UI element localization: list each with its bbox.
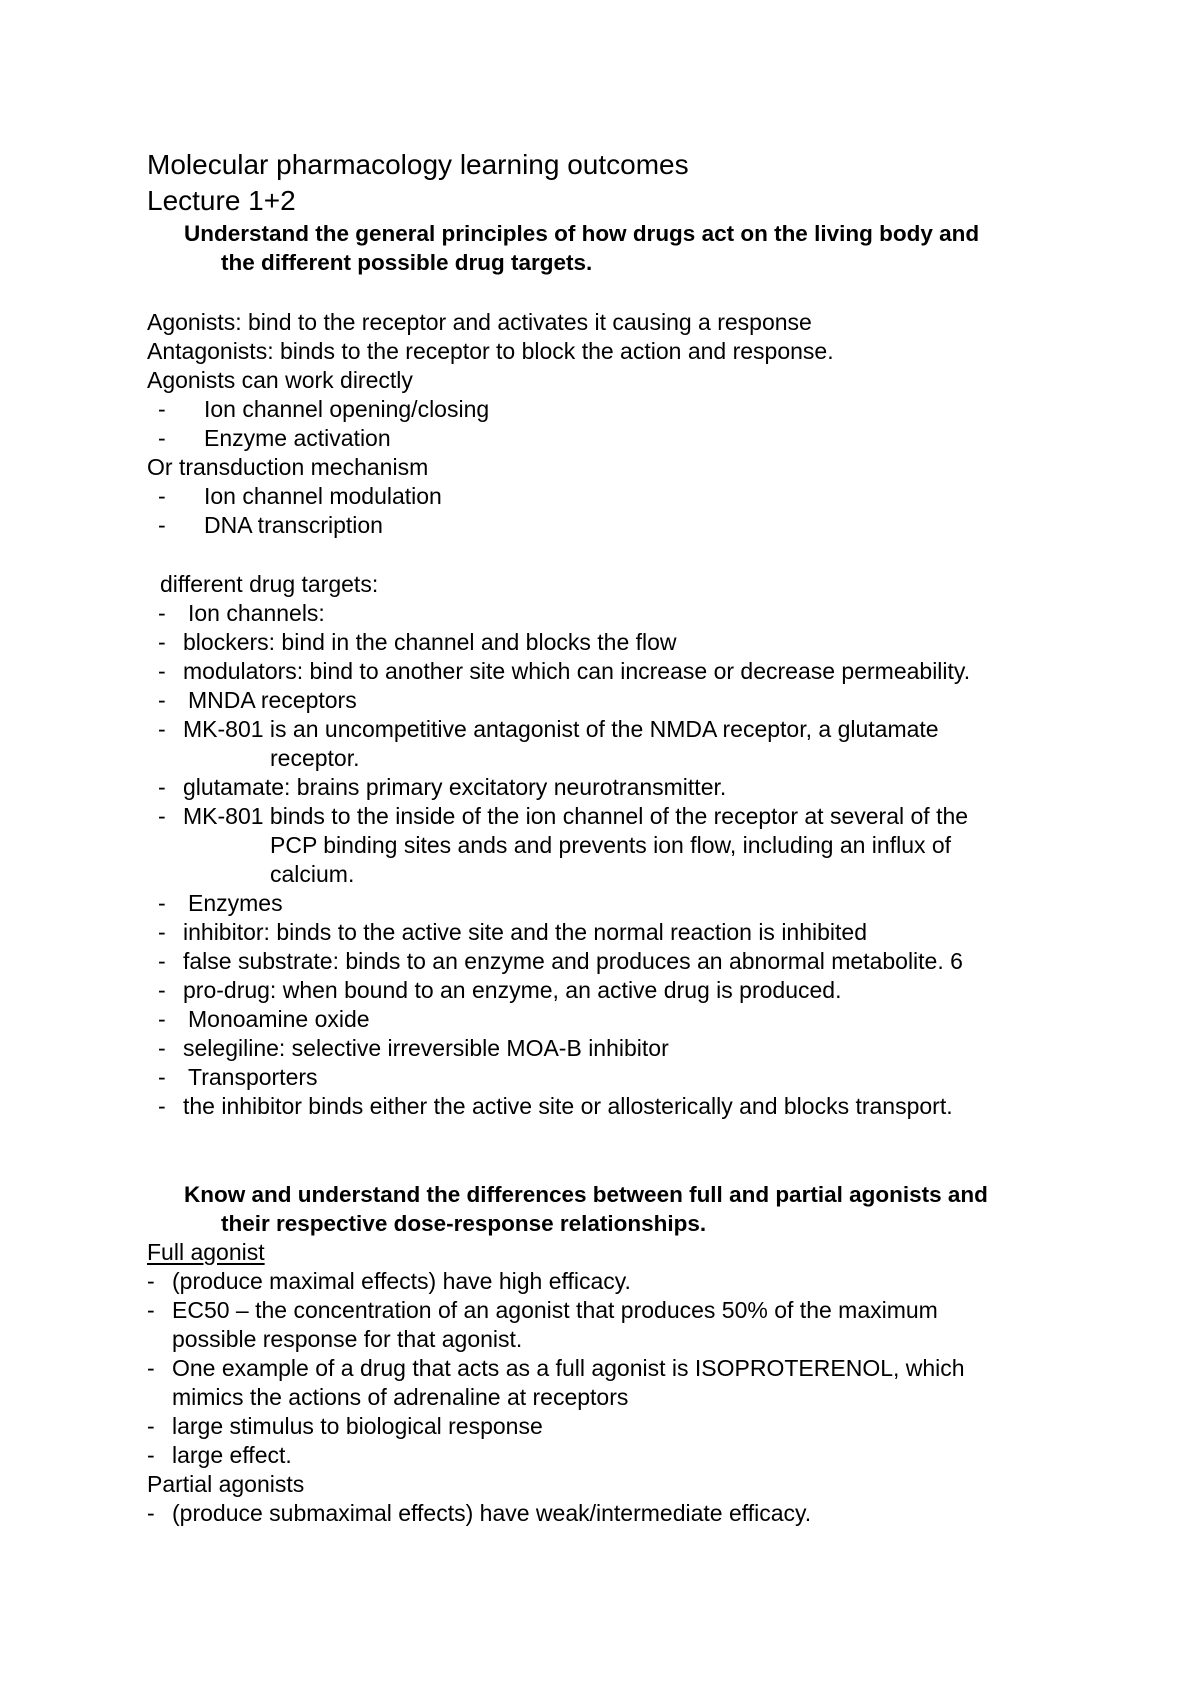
bullet-dash: - — [158, 716, 166, 742]
full-agonist-heading: Full agonist — [147, 1239, 265, 1265]
bullet-dash: - — [158, 658, 166, 684]
list-item: Enzymes — [188, 890, 283, 916]
list-item-continuation: PCP binding sites ands and prevents ion flow, including an influx of — [270, 832, 952, 858]
bullet-dash: - — [158, 890, 166, 916]
outcome-1-line-2: the different possible drug targets. — [221, 250, 593, 275]
bullet-dash: - — [147, 1355, 155, 1381]
list-item: One example of a drug that acts as a full agonist is ISOPROTERENOL, which — [172, 1355, 965, 1381]
list-item: modulators: bind to another site which can increase or decrease permeability. — [183, 658, 971, 684]
bullet-dash: - — [158, 483, 166, 509]
list-item: (produce maximal effects) have high efficacy. — [172, 1268, 631, 1294]
bullet-dash: - — [158, 629, 166, 655]
bullet-dash: - — [158, 1006, 166, 1032]
list-item: false substrate: binds to an enzyme and produces an abnormal metabolite. 6 — [183, 948, 963, 974]
outcome-2-line-1: Know and understand the differences between full and partial agonists and — [184, 1182, 988, 1207]
bullet-dash: - — [158, 1035, 166, 1061]
list-item: MNDA receptors — [188, 687, 357, 713]
list-item-continuation: calcium. — [270, 861, 355, 887]
bullet-dash: - — [147, 1413, 155, 1439]
list-item: the inhibitor binds either the active site or allosterically and blocks transport. — [183, 1093, 953, 1119]
list-item: MK-801 is an uncompetitive antagonist of the NMDA receptor, a glutamate — [183, 716, 939, 742]
document-title: Molecular pharmacology learning outcomes — [147, 149, 689, 180]
list-item: glutamate: brains primary excitatory neurotransmitter. — [183, 774, 727, 800]
antagonists-definition: Antagonists: binds to the receptor to block the action and response. — [147, 338, 834, 364]
list-item: Ion channels: — [188, 600, 325, 626]
list-item: MK-801 binds to the inside of the ion channel of the receptor at several of the — [183, 803, 969, 829]
lecture-label: Lecture 1+2 — [147, 185, 296, 216]
list-item: (produce submaximal effects) have weak/intermediate efficacy. — [172, 1500, 812, 1526]
agonists-definition: Agonists: bind to the receptor and activates it causing a response — [147, 309, 812, 335]
list-item: Monoamine oxide — [188, 1006, 370, 1032]
bullet-dash: - — [147, 1500, 155, 1526]
bullet-dash: - — [158, 948, 166, 974]
list-item-continuation: possible response for that agonist. — [172, 1326, 523, 1352]
bullet-dash: - — [158, 803, 166, 829]
list-item-continuation: mimics the actions of adrenaline at receptors — [172, 1384, 629, 1410]
outcome-2-line-2: their respective dose-response relationships. — [221, 1211, 707, 1236]
outcome-1-line-1: Understand the general principles of how drugs act on the living body and — [184, 221, 980, 246]
list-item: pro-drug: when bound to an enzyme, an active drug is produced. — [183, 977, 842, 1003]
list-item: Enzyme activation — [204, 425, 391, 451]
direct-heading: Agonists can work directly — [147, 367, 413, 393]
partial-agonists-heading: Partial agonists — [147, 1471, 305, 1497]
list-item: blockers: bind in the channel and blocks the flow — [183, 629, 677, 655]
list-item: large effect. — [172, 1442, 292, 1468]
transduction-heading: Or transduction mechanism — [147, 454, 429, 480]
bullet-dash: - — [158, 687, 166, 713]
list-item: large stimulus to biological response — [172, 1413, 543, 1439]
list-item: DNA transcription — [204, 512, 383, 538]
list-item: EC50 – the concentration of an agonist that produces 50% of the maximum — [172, 1297, 938, 1323]
bullet-dash: - — [158, 977, 166, 1003]
bullet-dash: - — [158, 396, 166, 422]
bullet-dash: - — [158, 774, 166, 800]
bullet-dash: - — [147, 1268, 155, 1294]
list-item-continuation: receptor. — [270, 745, 360, 771]
list-item: selegiline: selective irreversible MOA-B inhibitor — [183, 1035, 669, 1061]
bullet-dash: - — [158, 600, 166, 626]
bullet-dash: - — [158, 512, 166, 538]
bullet-dash: - — [158, 425, 166, 451]
targets-heading: different drug targets: — [160, 571, 379, 597]
bullet-dash: - — [158, 1093, 166, 1119]
bullet-dash: - — [147, 1297, 155, 1323]
list-item: Transporters — [188, 1064, 318, 1090]
list-item: Ion channel opening/closing — [204, 396, 490, 422]
list-item: inhibitor: binds to the active site and the normal reaction is inhibited — [183, 919, 868, 945]
bullet-dash: - — [158, 919, 166, 945]
bullet-dash: - — [158, 1064, 166, 1090]
bullet-dash: - — [147, 1442, 155, 1468]
list-item: Ion channel modulation — [204, 483, 442, 509]
